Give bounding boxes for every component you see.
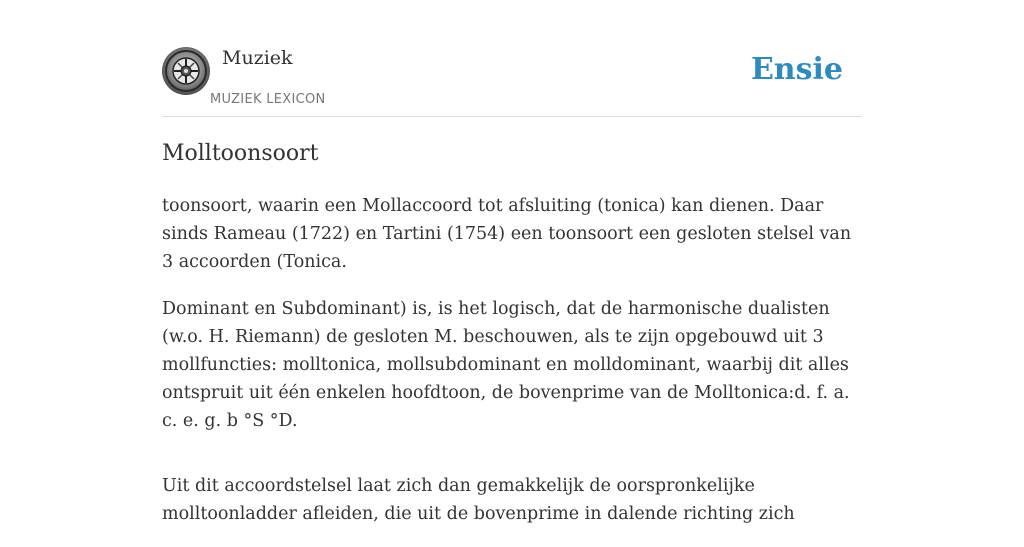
- article-body: [162, 192, 862, 528]
- category-title[interactable]: Muziek: [222, 47, 293, 69]
- article-paragraph: Uit dit accoordstelsel laat zich dan gemakkelijk de oorspronkelijke molltoonladder afleiden, die uit de bovenprime in dalende richting zich: [162, 476, 795, 524]
- article-paragraph: Dominant en Subdominant) is, is het logisch, dat de harmonische dualisten (w.o. H. Riemann) de gesloten M. beschouwen, als te zijn opgebouwd uit 3 mollfuncties: molltonica, mollsubdominant en molldominant, waarbij dit alles ontspruit uit één enkelen hoofdtoon, de bovenprime van de Molltonica:d. f. a. c. e. g. b °S °D.: [162, 299, 850, 431]
- music-emblem-icon[interactable]: [162, 47, 210, 95]
- category-subtitle[interactable]: MUZIEK LEXICON: [210, 92, 326, 107]
- article-paragraph: toonsoort, waarin een Mollaccoord tot afsluiting (tonica) kan dienen. Daar sinds Rameau (1722) en Tartini (1754) een toonsoort een gesloten stelsel van 3 accoorden (Tonica.: [162, 196, 852, 272]
- brand-logo-link[interactable]: Ensie: [750, 52, 843, 87]
- site-header: [162, 40, 862, 117]
- article-title: Molltoonsoort: [162, 141, 319, 166]
- article: [162, 138, 862, 547]
